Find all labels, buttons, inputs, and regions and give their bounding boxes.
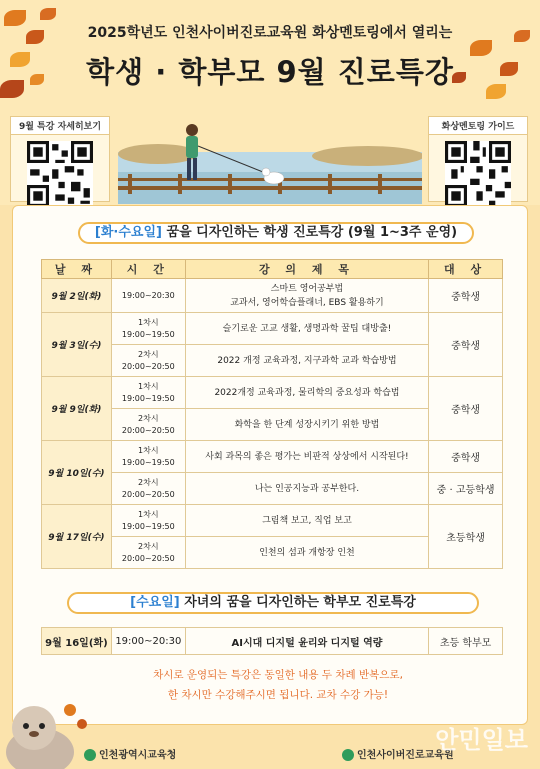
session-label: 1차시 [138, 509, 159, 519]
qr-code-icon[interactable] [27, 141, 93, 207]
poster-title: 학생 · 학부모 9월 진로특강 [86, 55, 454, 89]
poster-subtitle: 2025학년도 인천사이버진로교육원 화상멘토링에서 열리는 [87, 25, 453, 41]
column-header-audience: 대 상 [429, 260, 503, 279]
student-banner-tag: [화·수요일] [94, 225, 162, 240]
qr-label-lecture-details: 9월 특강 자세히보기 [11, 117, 109, 135]
row-lecture: AI시대 디지털 윤리와 디지털 역량 [185, 628, 428, 655]
row-date: 9월 17일(수) [42, 505, 112, 569]
row-time [111, 409, 185, 441]
table-row [42, 628, 503, 655]
row-audience: 초등학생 [429, 505, 503, 569]
row-lecture: 나는 인공지능과 공부한다. [185, 473, 428, 505]
row-lecture: 인천의 섬과 개항장 인천 [185, 537, 428, 569]
note-text [113, 665, 443, 705]
row-date: 9월 9일(화) [42, 377, 112, 441]
row-time [111, 473, 185, 505]
table-row [42, 473, 503, 505]
table-row [42, 377, 503, 409]
student-section-banner [78, 222, 474, 244]
parent-section-banner [67, 592, 479, 614]
parent-schedule-table [41, 627, 503, 655]
session-label: 1차시 [138, 445, 159, 455]
row-time [111, 441, 185, 473]
schedule-card [12, 205, 528, 725]
row-date: 9월 3일(수) [42, 313, 112, 377]
parent-banner-tag: [수요일] [130, 595, 180, 610]
row-lecture: 그림책 보고, 직업 보고 [185, 505, 428, 537]
row-lecture: 스마트 영어공부법 교과서, 영어학습플래너, EBS 활용하기 [185, 279, 428, 313]
header [0, 0, 540, 205]
watermark: 안민일보 [435, 726, 528, 754]
row-lecture: 2022개정 교육과정, 물리학의 중요성과 학습법 [185, 377, 428, 409]
session-time: 20:00~20:50 [121, 425, 175, 435]
session-time: 19:00~19:50 [121, 521, 175, 531]
row-time [111, 377, 185, 409]
session-time: 20:00~20:50 [121, 553, 175, 563]
student-banner-text: 꿈을 디자인하는 학생 진로특강 (9월 1~3주 운영) [161, 225, 458, 240]
session-label: 1차시 [138, 381, 159, 391]
session-label: 1차시 [138, 317, 159, 327]
row-audience: 중학생 [429, 313, 503, 377]
column-header-time: 시 간 [111, 260, 185, 279]
row-date: 9월 10일(수) [42, 441, 112, 505]
session-time: 19:00~19:50 [121, 457, 175, 467]
qr-card-lecture-details[interactable] [10, 116, 110, 202]
session-label: 2차시 [138, 413, 159, 423]
student-schedule-table [41, 259, 503, 569]
row-audience: 중학생 [429, 377, 503, 441]
row-lecture: 화학을 한 단계 성장시키기 위한 방법 [185, 409, 428, 441]
row-audience: 초등 학부모 [429, 628, 503, 655]
session-label: 2차시 [138, 541, 159, 551]
table-row [42, 505, 503, 537]
note-line-2: 한 차시만 수강해주시면 됩니다. 교차 수강 가능! [167, 689, 389, 701]
session-time: 19:00~19:50 [121, 393, 175, 403]
session-time: 19:00~19:50 [121, 329, 175, 339]
row-time [111, 345, 185, 377]
walking-dog-illustration [118, 112, 422, 204]
column-header-date: 날 짜 [42, 260, 112, 279]
session-label: 2차시 [138, 477, 159, 487]
qr-code-icon[interactable] [445, 141, 511, 207]
row-audience: 중학생 [429, 441, 503, 473]
qr-label-mentoring-guide: 화상멘토링 가이드 [429, 117, 527, 135]
row-time [111, 505, 185, 537]
table-row [42, 313, 503, 345]
footer-logo-right-text: 인천사이버진로교육원 [357, 750, 454, 761]
row-date: 9월 2일(화) [42, 279, 112, 313]
row-lecture: 슬기로운 고교 생활, 생명과학 꿀팁 대방출! [185, 313, 428, 345]
row-lecture: 2022 개정 교육과정, 지구과학 교과 학습방법 [185, 345, 428, 377]
row-audience: 중 · 고등학생 [429, 473, 503, 505]
row-time [111, 313, 185, 345]
row-lecture: 사회 과목의 좋은 평가는 비판적 상상에서 시작된다! [185, 441, 428, 473]
session-time: 20:00~20:50 [121, 489, 175, 499]
qr-card-mentoring-guide[interactable] [428, 116, 528, 202]
table-row [42, 441, 503, 473]
row-time: 19:00~20:30 [111, 279, 185, 313]
note-line-1: 차시로 운영되는 특강은 동일한 내용 두 차례 반복으로, [153, 669, 403, 681]
column-header-lecture: 강 의 제 목 [185, 260, 428, 279]
row-audience: 중학생 [429, 279, 503, 313]
footer-logo-left-text: 인천광역시교육청 [99, 750, 177, 761]
row-time: 19:00~20:30 [111, 628, 185, 655]
row-time [111, 537, 185, 569]
session-label: 2차시 [138, 349, 159, 359]
row-date: 9월 16일(화) [42, 628, 112, 655]
career-center-logo-icon [342, 749, 354, 761]
education-office-logo-icon [84, 749, 96, 761]
table-header-row [42, 260, 503, 279]
footer-logo-left [84, 746, 176, 761]
otter-mascot-illustration [0, 690, 90, 769]
parent-banner-text: 자녀의 꿈을 디자인하는 학부모 진로특강 [179, 595, 416, 610]
session-time: 20:00~20:50 [121, 361, 175, 371]
table-row [42, 279, 503, 313]
